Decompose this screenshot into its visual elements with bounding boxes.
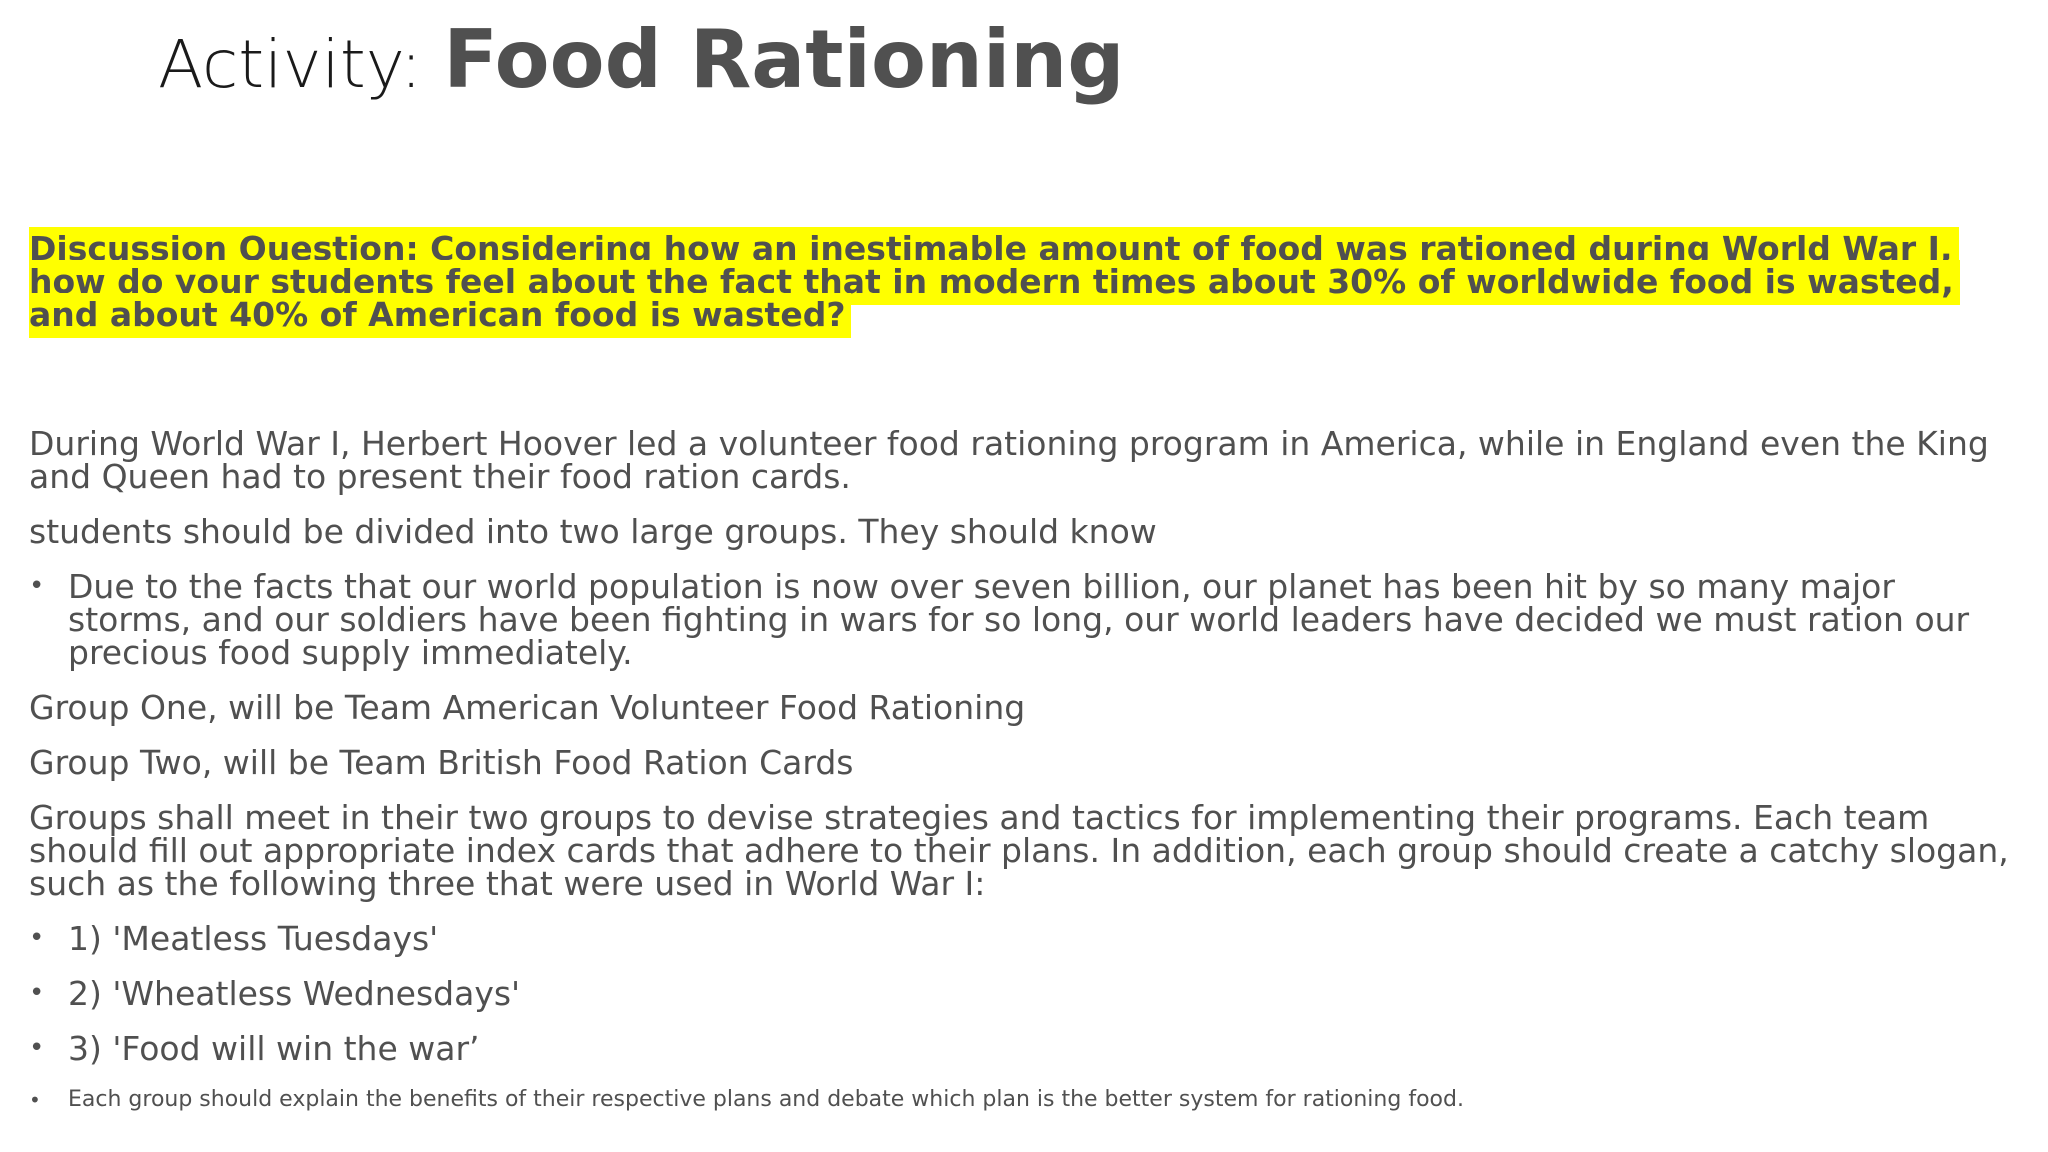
discussion-question: [29, 229, 2019, 334]
group-two-paragraph: Group Two, will be Team British Food Ration Cards: [29, 743, 854, 782]
title-main: Food Rationing: [443, 13, 1125, 106]
slogan-bullet-2: • 2) 'Wheatless Wednesdays': [29, 977, 2019, 1010]
slogan-bullet-3: • 3) 'Food will win the war’: [29, 1032, 2019, 1065]
slide-body: [29, 229, 2019, 1135]
closing-bullet: • Each group should explain the benefits of their respective plans and debate which plan is the better system for rationing food.: [29, 1087, 2019, 1113]
group-one-paragraph: Group One, will be Team American Volunteer Food Rationing: [29, 688, 1026, 727]
slogan-bullet-1: • 1) 'Meatless Tuesdays': [29, 922, 2019, 955]
intro-paragraph: During World War I, Herbert Hoover led a volunteer food rationing program in America, while in England even the King and Queen had to present their food ration cards.: [29, 424, 1989, 496]
fact-bullet: • Due to the facts that our world population is now over seven billion, our planet has been hit by so many major storms, and our soldiers have been fighting in wars for so long, our world leaders have decided we must ration our precious food supply immediately.: [29, 570, 2019, 669]
discussion-question-text: Discussion Question: Considering how an inestimable amount of food was rationed during World War I, how do your students feel about the fact that in modern times about 30% of worldwide food is wasted, and about 40% of American food is wasted?: [29, 227, 1960, 338]
groups-task-paragraph: Groups shall meet in their two groups to devise strategies and tactics for implementing their programs. Each team should fill out appropriate index cards that adhere to their plans. In addition, each group should create a catchy slogan, such as the following three that were used in World War I:: [29, 798, 2009, 903]
slide-title: [158, 14, 1125, 106]
instruction-paragraph: students should be divided into two large groups. They should know: [29, 512, 1157, 551]
title-prefix: Activity:: [158, 26, 444, 103]
